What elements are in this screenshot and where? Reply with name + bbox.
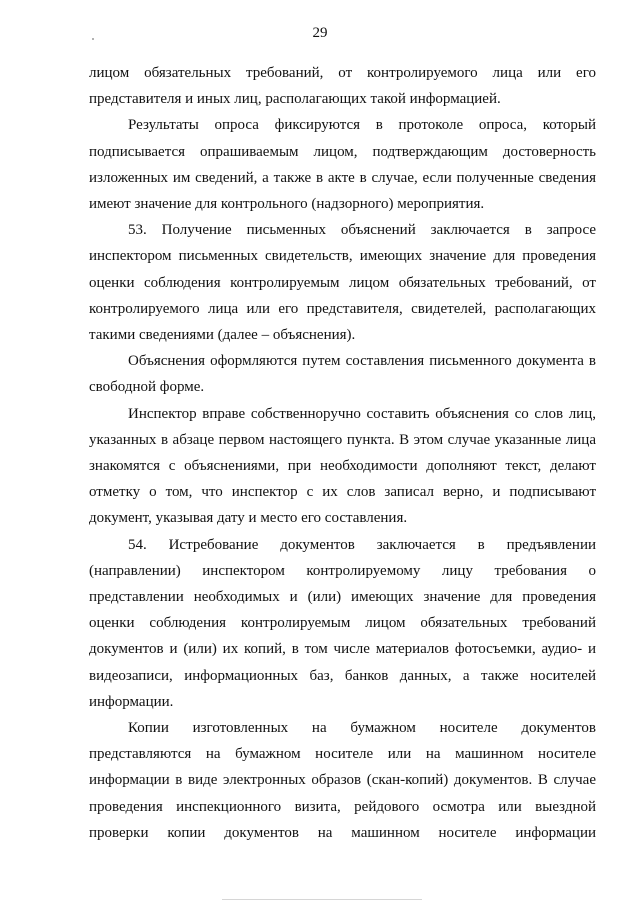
paragraph-item-54: 54. Истребование документов заключается в предъявлении (направлении) инспектором контролируемому лицу требования о представлении необходимых и (или) имеющих значение для проведения оценки соблюдения контролируемым лицом обязательных требований документов и (или) их копий, в том числе материалов фотосъемки, аудио- и видеозаписи, информационных баз, банков данных, а также носителей информации. — [89, 536, 596, 710]
paragraph-explanations-form: Объяснения оформляются путем составления письменного документа в свободной форме. — [89, 353, 596, 396]
paragraph-survey-results: Результаты опроса фиксируются в протоколе опроса, который подписывается опрашиваемым лицом, подтверждающим достоверность изложенных им сведений, а также в акте в случае, если полученные сведения имеют значение для контрольного (надзорного) мероприятия. — [89, 117, 596, 213]
paragraph-item-53: 53. Получение письменных объяснений заключается в запросе инспектором письменных свидетельств, имеющих значение для проведения оценки соблюдения контролируемым лицом обязательных требований, от контролируемого лица или его представителя, свидетелей, располагающих такими сведениями (далее – объяснения). — [89, 222, 596, 344]
paragraph-continuation: лицом обязательных требований, от контролируемого лица или его представителя и иных лиц, располагающих такой информацией. — [89, 65, 596, 108]
paragraph-copies: Копии изготовленных на бумажном носителе документов представляются на бумажном носителе или на машинном носителе информации в виде электронных образов (скан-копий) документов. В случае проведения инспекционного визита, рейдового осмотра или выездной проверки копии документов на машинном носителе информации — [89, 720, 596, 841]
scan-artifact — [92, 38, 94, 40]
document-body — [89, 60, 596, 846]
scan-artifact — [222, 899, 422, 900]
paragraph-inspector-rights: Инспектор вправе собственноручно составить объяснения со слов лиц, указанных в абзаце первом настоящего пункта. В этом случае указанные лица знакомятся с объяснениями, при необходимости дополняют текст, делают отметку о том, что инспектор с их слов записал верно, и подписывают документ, указывая дату и место его составления. — [89, 405, 596, 527]
page-number: 29 — [312, 25, 328, 41]
